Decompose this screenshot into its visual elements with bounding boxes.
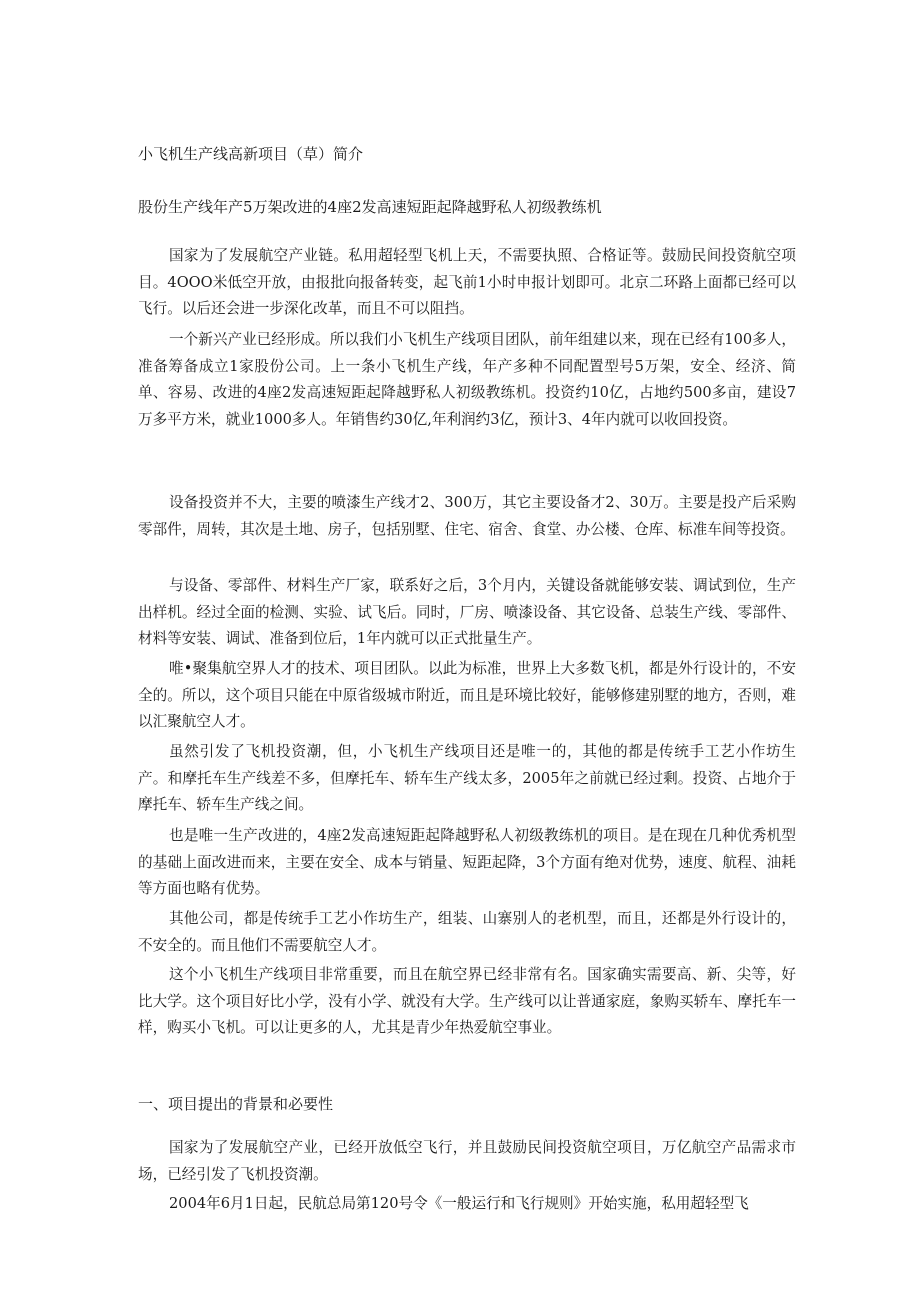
document-subtitle: 股份生产线年产5万架改进的4座2发高速短距起降越野私人初级教练机 [138, 198, 602, 216]
section-heading: 一、项目提出的背景和必要性 [138, 1095, 334, 1113]
paragraph: 唯•聚集航空界人才的技术、项目团队。以此为标准，世界上大多数飞机，都是外行设计的，不安全的。所以，这个项目只能在中原省级城市附近，而且是环境比较好，能够修建别墅的地方，否则，难以汇聚航空人才。 [138, 660, 796, 730]
paragraph: 一个新兴产业已经形成。所以我们小飞机生产线项目团队，前年组建以来，现在已经有100多人，准备筹备成立1家股份公司。上一条小飞机生产线，年产多种不同配置型号5万架，安全、经济、简单、容易、改进的4座2发高速短距起降越野私人初级教练机。投资约10亿，占地约500多亩，建设7万多平方米，就业1000多人。年销售约30亿,年利润约3亿，预计3、4年内就可以收回投资。 [138, 331, 796, 428]
paragraph: 也是唯一生产改进的，4座2发高速短距起降越野私人初级教练机的项目。是在现在几种优秀机型的基础上面改进而来，主要在安全、成本与销量、短距起降，3个方面有绝对优势，速度、航程、油耗等方面也略有优势。 [138, 827, 796, 897]
document-title: 小飞机生产线高新项目（草）简介 [138, 145, 364, 163]
paragraph: 2004年6月1日起，民航总局第120号令《一般运行和飞行规则》开始实施，私用超轻型飞 [169, 1195, 749, 1212]
paragraph: 其他公司，都是传统手工艺小作坊生产，组装、山寨别人的老机型，而且，还都是外行设计的，不安全的。而且他们不需要航空人才。 [138, 910, 796, 954]
paragraph: 与设备、零部件、材料生产厂家，联系好之后，3个月内，关键设备就能够安装、调试到位，生产出样机。经过全面的检测、实验、试飞后。同时，厂房、喷漆设备、其它设备、总装生产线、零部件、材料等安装、调试、准备到位后，1年内就可以正式批量生产。 [138, 577, 796, 647]
paragraph: 国家为了发展航空产业，已经开放低空飞行，并且鼓励民间投资航空项目，万亿航空产品需求市场，已经引发了飞机投资潮。 [138, 1139, 796, 1183]
paragraph: 这个小飞机生产线项目非常重要，而且在航空界已经非常有名。国家确实需要高、新、尖等，好比大学。这个项目好比小学，没有小学、就没有大学。生产线可以让普通家庭，象购买轿车、摩托车一样，购买小飞机。可以让更多的人，尤其是青少年热爱航空事业。 [138, 966, 796, 1036]
paragraph: 国家为了发展航空产业链。私用超轻型飞机上天，不需要执照、合格证等。鼓励民间投资航空项目。4OOO米低空开放，由报批向报备转变，起飞前1小时申报计划即可。北京二环路上面都已经可以飞行。以后还会进一步深化改革，而且不可以阻挡。 [138, 247, 796, 317]
paragraph: 设备投资并不大，主要的喷漆生产线才2、300万，其它主要设备才2、30万。主要是投产后采购零部件，周转，其次是土地、房子，包括别墅、住宅、宿舍、食堂、办公楼、仓库、标准车间等投资。 [138, 494, 796, 538]
paragraph: 虽然引发了飞机投资潮，但，小飞机生产线项目还是唯一的，其他的都是传统手工艺小作坊生产。和摩托车生产线差不多，但摩托车、轿车生产线太多，2005年之前就已经过剩。投资、占地介于摩托车、轿车生产线之间。 [138, 743, 796, 813]
